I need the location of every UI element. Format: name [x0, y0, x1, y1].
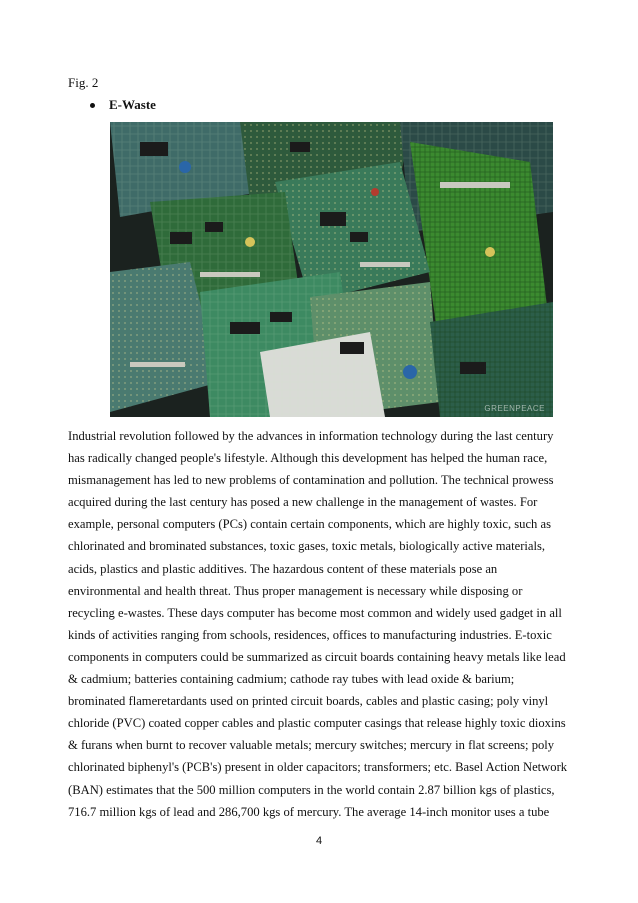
body-line: brominated flameretardants used on printed circuit boards, cables and plastic casing; poly vinyl — [68, 694, 549, 709]
body-paragraph — [68, 425, 574, 823]
body-line: & furans when burnt to recover valuable metals; mercury switches; mercury in flat screens; poly — [68, 738, 555, 753]
section-heading: E-Waste — [109, 97, 156, 112]
body-line: example, personal computers (PCs) contain certain components, which are highly toxic, such as — [68, 517, 551, 532]
body-line: mismanagement has led to new problems of contamination and pollution. The technical prowess — [68, 473, 554, 488]
body-line: acids, plastics and plastic additives. The hazardous content of these materials pose an — [68, 561, 498, 576]
bullet-heading — [90, 97, 156, 113]
body-line: chloride (PVC) coated copper cables and plastic computer casings that release highly toxic dioxins — [68, 716, 566, 731]
body-line: components in computers could be summarized as circuit boards containing heavy metals like lead — [68, 649, 566, 664]
figure-label: Fig. 2 — [68, 75, 99, 90]
body-line: (BAN) estimates that the 500 million computers in the world contain 2.87 billion kgs of plastics, — [68, 782, 555, 797]
page-number: 4 — [315, 835, 323, 847]
circuit-boards-illustration — [110, 122, 553, 417]
body-line: chlorinated and brominated substances, toxic gases, toxic metals, biologically active materials, — [68, 539, 546, 554]
body-line: Industrial revolution followed by the advances in information technology during the last century — [68, 429, 554, 443]
body-line: environmental and health threat. Thus proper management is necessary while disposing or — [68, 583, 523, 598]
body-line: kinds of activities ranging from schools, residences, offices to manufacturing industries. E-toxic — [68, 627, 552, 642]
body-line: chlorinated biphenyl's (PCB's) present in older capacitors; transformers; etc. Basel Action Network — [68, 760, 568, 775]
body-line: recycling e-wastes. These days computer has become most common and widely used gadget in all — [68, 605, 562, 620]
body-line: 716.7 million kgs of lead and 286,700 kgs of mercury. The average 14-inch monitor uses a tube — [68, 804, 550, 819]
body-line: acquired during the last century has posed a new challenge in the management of wastes. For — [68, 495, 538, 510]
body-line: & cadmium; batteries containing cadmium; cathode ray tubes with lead oxide & barium; — [68, 672, 515, 687]
e-waste-photo — [110, 122, 553, 417]
body-line: has radically changed people's lifestyle. Although this development has helped the human race, — [68, 451, 548, 466]
image-watermark: GREENPEACE — [484, 404, 545, 413]
circuit-board — [430, 302, 553, 417]
bullet-icon — [90, 103, 95, 108]
